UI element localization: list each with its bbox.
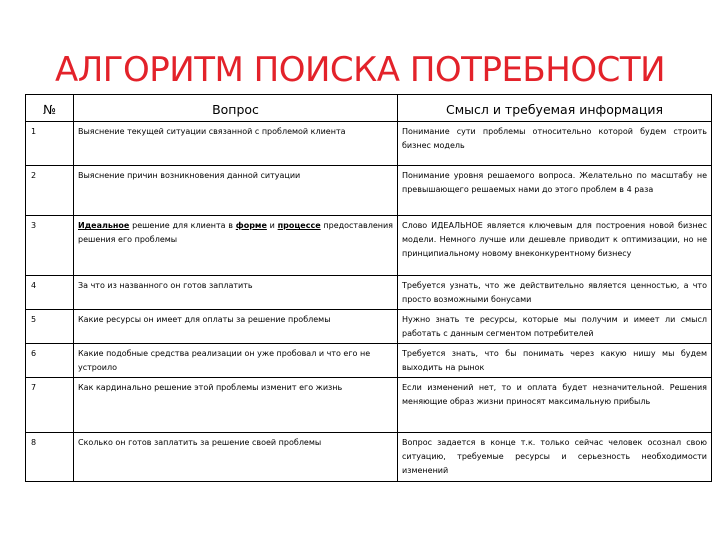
row-answer: Требуется узнать, что же действительно является ценностью, а что просто возможными бонусами (398, 276, 712, 310)
row-question: Выяснение причин возникновения данной ситуации (74, 166, 398, 216)
emphasis-ideal: Идеальное (78, 221, 130, 230)
row-question: Выяснение текущей ситуации связанной с проблемой клиента (74, 122, 398, 166)
row-number: 8 (26, 433, 74, 482)
table-row (26, 433, 712, 482)
table-row (26, 344, 712, 378)
header-number: № (26, 95, 74, 122)
row-number: 6 (26, 344, 74, 378)
row-number: 4 (26, 276, 74, 310)
question-text: и (266, 221, 278, 230)
row-answer: Вопрос задается в конце т.к. только сейчас человек осознал свою ситуацию, требуемые ресурсы и серьезность необходимости изменений (398, 433, 712, 482)
header-meaning: Смысл и требуемая информация (398, 95, 712, 122)
row-question: Какие подобные средства реализации он уже пробовал и что его не устроило (74, 344, 398, 378)
table-row (26, 310, 712, 344)
row-number: 3 (26, 216, 74, 276)
row-answer: Слово ИДЕАЛЬНОЕ является ключевым для построения новой бизнес модели. Немного лучше или дешевле приводит к оптимизации, но не принципиальному новому внеконкурентному бизнесу (398, 216, 712, 276)
table-row (26, 378, 712, 433)
row-number: 5 (26, 310, 74, 344)
header-question: Вопрос (74, 95, 398, 122)
table-row (26, 276, 712, 310)
row-answer: Понимание сути проблемы относительно которой будем строить бизнес модель (398, 122, 712, 166)
needs-algorithm-table (25, 94, 712, 482)
row-question: Сколько он готов заплатить за решение своей проблемы (74, 433, 398, 482)
emphasis-form: форме (235, 221, 267, 230)
question-text: решение для клиента в (129, 221, 236, 230)
row-question: Как кардинально решение этой проблемы изменит его жизнь (74, 378, 398, 433)
question-text: предоставления решения его проблемы (78, 221, 393, 244)
row-number: 7 (26, 378, 74, 433)
row-question: За что из названного он готов заплатить (74, 276, 398, 310)
table-header-row (26, 95, 712, 122)
row-question: Какие ресурсы он имеет для оплаты за решение проблемы (74, 310, 398, 344)
row-answer: Если изменений нет, то и оплата будет незначительной. Решения меняющие образ жизни приносят максимальную прибыль (398, 378, 712, 433)
table-row (26, 216, 712, 276)
table-row (26, 166, 712, 216)
emphasis-process: процессе (277, 221, 321, 230)
table-row (26, 122, 712, 166)
row-answer: Требуется знать, что бы понимать через какую нишу мы будем выходить на рынок (398, 344, 712, 378)
row-number: 1 (26, 122, 74, 166)
page-title: АЛГОРИТМ ПОИСКА ПОТРЕБНОСТИ (54, 50, 666, 90)
row-answer: Нужно знать те ресурсы, которые мы получим и имеет ли смысл работать с данным сегментом потребителей (398, 310, 712, 344)
row-number: 2 (26, 166, 74, 216)
row-question (74, 216, 398, 276)
row-answer: Понимание уровня решаемого вопроса. Желательно по масштабу не превышающего решаемых нами до этого проблем в 4 раза (398, 166, 712, 216)
